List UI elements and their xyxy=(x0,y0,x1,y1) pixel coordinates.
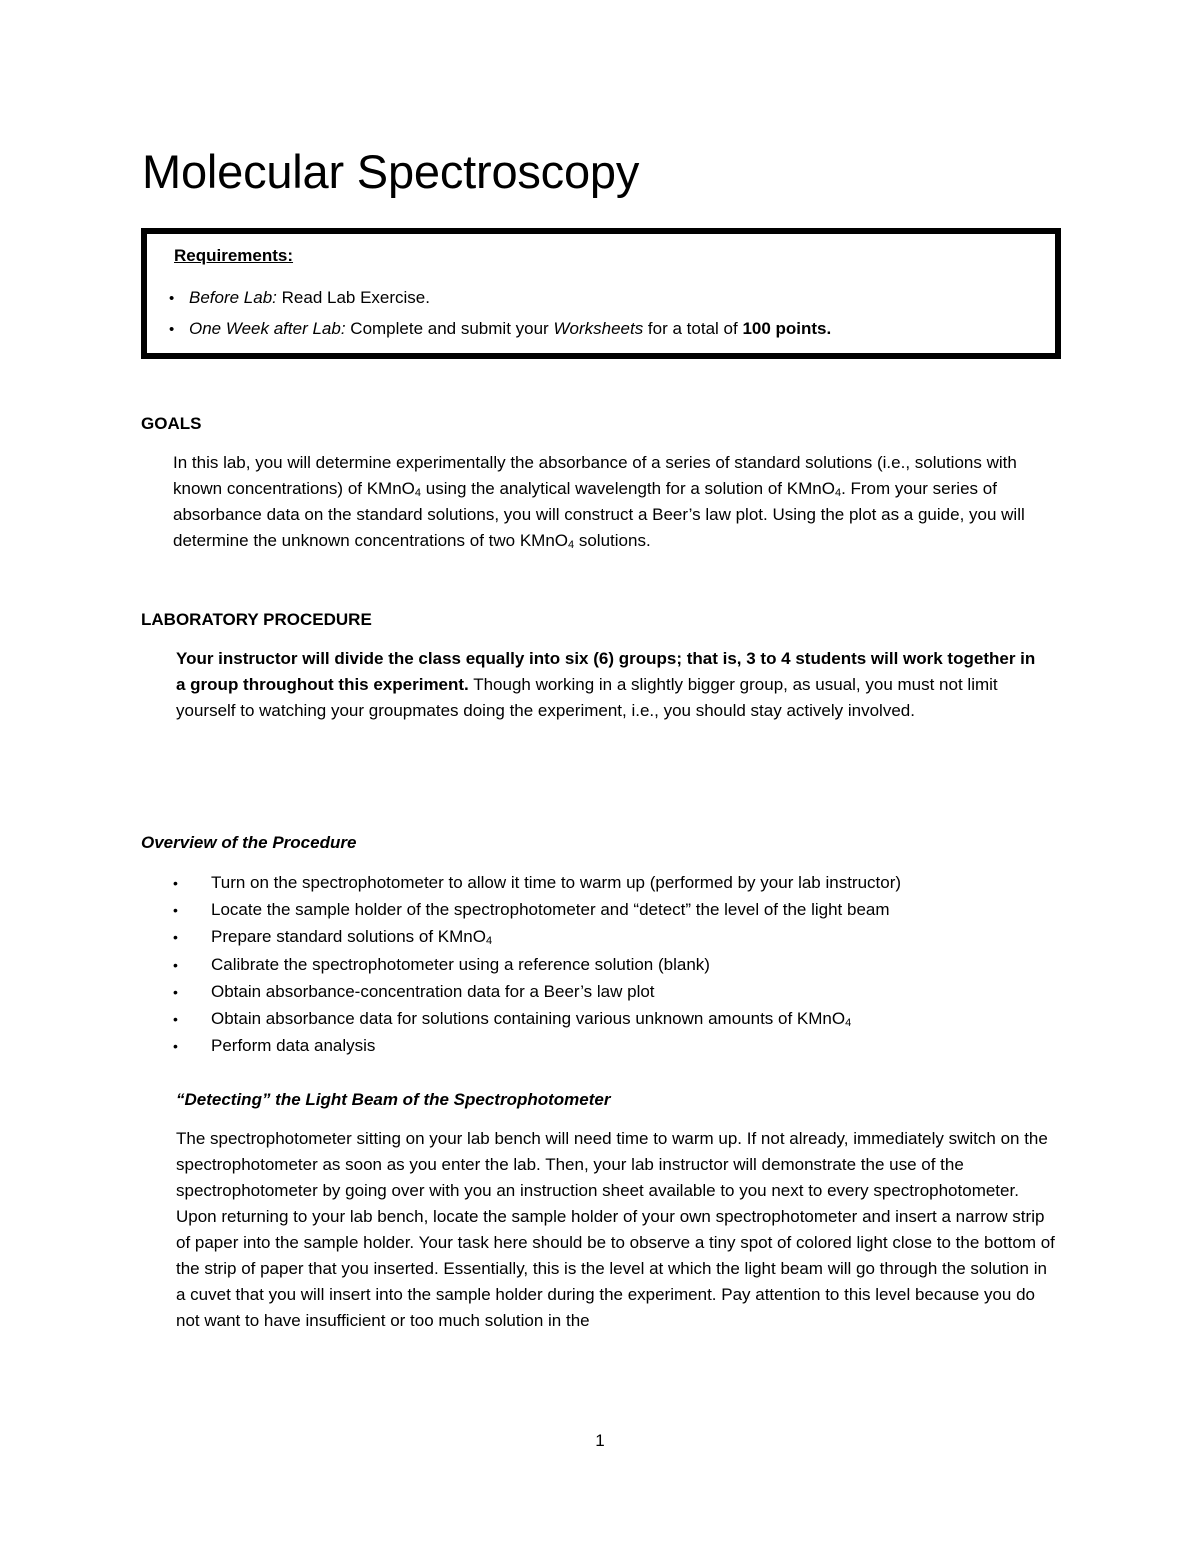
points-total: 100 points. xyxy=(742,319,832,338)
list-item-text: Turn on the spectrophotometer to allow it time to warm up (performed by your lab instructor) xyxy=(211,873,902,892)
before-lab-label: Before Lab: xyxy=(189,288,277,307)
list-item-text: Locate the sample holder of the spectrophotometer and “detect” the level of the light beam xyxy=(211,900,890,920)
procedure-text: Though working in a slightly bigger group, as usual, you must not limit yourself to watching your groupmates doing the experiment, i.e., you should stay actively involved. xyxy=(176,675,998,720)
list-item xyxy=(173,1032,901,1059)
list-item xyxy=(169,319,831,350)
detecting-paragraph: The spectrophotometer sitting on your lab bench will need time to warm up. If not already, immediately switch on the spectrophotometer as soon as you enter the lab. Then, your lab instructor will demonstrate the use of the spectrophotometer by going over with you an instruction sheet available to you next to every spectrophotometer. Upon returning to your lab bench, locate the sample holder of your own spectrophotometer and insert a narrow strip of paper into the sample holder. Your task here should be to observe a tiny spot of colored light close to the bottom of the strip of paper that you inserted. Essentially, this is the level at which the light beam will go through the solution in a cuvet that you will insert into the sample holder during the experiment. Pay attention to this level because you do not want to have insufficient or too much solution in the xyxy=(176,1129,1055,1330)
subscript: 4 xyxy=(845,1016,852,1029)
bullet-icon: • xyxy=(169,290,175,307)
list-item xyxy=(173,951,901,978)
subscript: 4 xyxy=(485,935,493,948)
bullet-icon: • xyxy=(173,1038,178,1055)
list-item xyxy=(173,923,901,950)
goals-text-2: using the analytical wavelength for a solution of KMnO xyxy=(421,479,835,498)
subscript: 4 xyxy=(414,487,422,499)
worksheets-term: Worksheets xyxy=(553,319,644,338)
goals-text-3: . From your series of absorbance data on the standard solutions, you will construct a Beer’s law plot. Using the plot as a guide, you will determine the unknown concentrations of two KMnO xyxy=(173,479,1025,550)
detecting-heading: “Detecting” the Light Beam of the Spectrophotometer xyxy=(176,1090,611,1109)
goals-paragraph xyxy=(173,450,1053,554)
list-item-text: Calibrate the spectrophotometer using a reference solution (blank) xyxy=(211,954,710,974)
bullet-icon: • xyxy=(173,956,178,973)
subscript: 4 xyxy=(568,539,575,551)
list-item xyxy=(169,288,831,319)
list-item-text: Obtain absorbance-concentration data for a Beer’s law plot xyxy=(211,981,655,1001)
subscript: 4 xyxy=(834,487,842,499)
list-item xyxy=(173,978,901,1005)
goals-heading: GOALS xyxy=(141,414,202,433)
list-item xyxy=(173,896,901,923)
bullet-icon: • xyxy=(173,929,178,946)
after-lab-label: One Week after Lab: xyxy=(189,319,346,338)
bullet-icon: • xyxy=(173,983,178,1000)
procedure-heading: LABORATORY PROCEDURE xyxy=(141,610,372,629)
before-lab-text: Read Lab Exercise. xyxy=(276,288,430,307)
after-lab-text-2: for a total of xyxy=(643,319,743,338)
procedure-bold-text: Your instructor will divide the class equally into six (6) groups; that is, 3 to 4 students will work together in a group throughout this experiment. xyxy=(176,649,1036,694)
list-item-text: Prepare standard solutions of KMnO xyxy=(211,927,486,947)
page-title: Molecular Spectroscopy xyxy=(142,145,640,198)
procedure-paragraph xyxy=(176,646,1044,724)
bullet-icon: • xyxy=(173,902,178,919)
list-item-text: Perform data analysis xyxy=(211,1036,376,1056)
goals-text-1: In this lab, you will determine experimentally the absorbance of a series of standard solutions (i.e., solutions with known concentrations) of KMnO xyxy=(173,453,1017,498)
requirements-box xyxy=(141,228,1061,359)
list-item xyxy=(173,1005,901,1032)
bullet-icon: • xyxy=(169,321,175,338)
requirements-list xyxy=(169,288,831,350)
after-lab-text: Complete and submit your xyxy=(345,319,554,338)
list-item-text: Obtain absorbance data for solutions containing various unknown amounts of KMnO xyxy=(211,1008,846,1028)
bullet-icon: • xyxy=(173,1010,178,1027)
goals-text-4: solutions. xyxy=(574,531,651,550)
requirements-heading: Requirements: xyxy=(174,246,294,265)
list-item xyxy=(173,869,901,896)
bullet-icon: • xyxy=(173,875,178,891)
page-number: 1 xyxy=(595,1431,605,1450)
overview-list xyxy=(173,869,901,1059)
overview-heading: Overview of the Procedure xyxy=(141,833,357,852)
